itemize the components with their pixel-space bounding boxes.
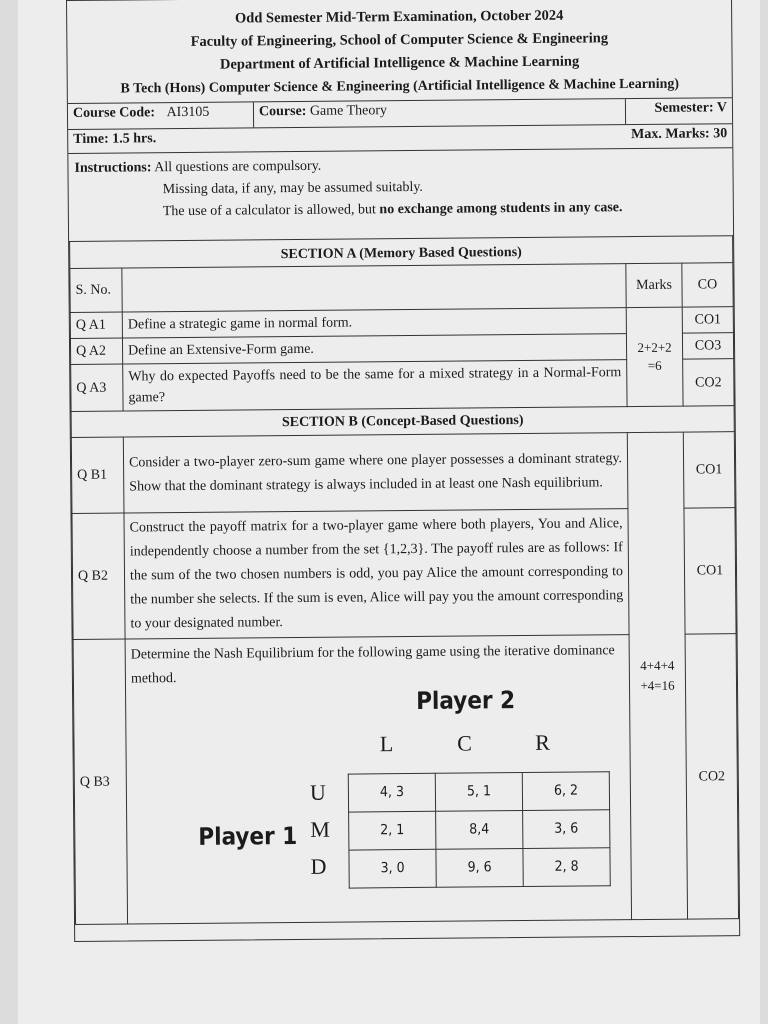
question-co: CO2 (685, 634, 738, 919)
instruction-1: All questions are compulsory. (154, 158, 322, 176)
question-co: CO3 (682, 333, 733, 359)
header-line-1: Odd Semester Mid-Term Examination, October 2024 (234, 7, 564, 27)
question-number: Q B3 (73, 639, 127, 924)
col-question-header (122, 264, 626, 312)
row-label-u: U (309, 779, 326, 805)
question-co: CO1 (683, 432, 735, 508)
course-name (253, 99, 625, 127)
col-label-c: C (457, 730, 472, 756)
section-a-marks: 2+2+2 =6 (626, 307, 683, 406)
question-number: Q B2 (72, 513, 125, 639)
payoff-cell: 8,4 (436, 811, 523, 850)
row-labels (310, 774, 331, 885)
course-code (68, 102, 253, 129)
instruction-2: Missing data, if any, may be assumed suitably. (162, 179, 423, 198)
question-text: Define a strategic game in normal form. (122, 308, 626, 338)
question-text: Consider a two-player zero-sum game where one player possesses a dominant strategy. Show that the dominant strategy is always included in at least one Nash equilibrium. (123, 433, 628, 513)
matrix-row-d (349, 848, 610, 888)
question-row-a1 (70, 307, 733, 339)
question-text: Determine the Nash Equilibrium for the following game using the iterative dominance method. (130, 643, 615, 687)
payoff-cell: 3, 6 (523, 810, 610, 849)
question-co: CO1 (682, 307, 733, 333)
paper-background (18, 0, 760, 1024)
question-row-b1 (71, 432, 735, 514)
section-b-marks: 4+4+4 +4=16 (627, 432, 687, 919)
question-co: CO1 (684, 508, 736, 634)
payoff-cell: 9, 6 (436, 849, 523, 888)
col-label-l: L (379, 731, 394, 757)
payoff-cell: 4, 3 (348, 773, 435, 812)
question-text: Why do expected Payoffs need to be the same for a mixed strategy in a Normal-Form game? (123, 360, 627, 411)
course-label: Course: (258, 103, 307, 120)
max-marks: Max. Marks: 30 (631, 126, 728, 143)
question-number: Q A2 (70, 338, 122, 364)
exam-sheet (66, 0, 740, 942)
col-marks-header: Marks (626, 263, 682, 307)
question-number: Q A3 (71, 364, 123, 411)
header-line-2: Faculty of Engineering, School of Computer Science & Engineering (190, 30, 609, 50)
question-number: Q A1 (70, 312, 122, 338)
payoff-cell: 2, 1 (349, 811, 436, 850)
time: Time: 1.5 hrs. (73, 131, 157, 147)
instruction-3 (75, 196, 727, 224)
exam-header (67, 0, 732, 101)
question-text: Define an Extensive-Form game. (122, 334, 626, 364)
payoff-cell: 3, 0 (349, 849, 436, 888)
payoff-cell: 2, 8 (523, 848, 610, 887)
question-number: Q B1 (71, 437, 124, 513)
player1-label: Player 1 (198, 822, 298, 851)
course-code-label: Course Code: (72, 105, 156, 121)
column-labels (347, 729, 581, 757)
matrix-row-u (348, 772, 609, 812)
header-line-3: Department of Artificial Intelligence & Machine Learning (219, 53, 580, 73)
question-text: Construct the payoff matrix for a two-player game where both players, You and Alice, independently choose a number from the set {1,2,3}. The payoff rules are as follows: If the sum of the two chosen numbers is odd, you pay Alice the amount corresponding to the number she selects. If the sum is even, Alice will pay you the amount corresponding to your designated number. (124, 509, 629, 639)
section-b-title: SECTION B (Concept-Based Questions) (71, 406, 734, 438)
col-co-header: CO (682, 263, 733, 307)
instruction-3-text: The use of a calculator is allowed, but (162, 202, 380, 220)
player2-label: Player 2 (416, 686, 516, 715)
row-label-m: M (310, 816, 330, 842)
question-co: CO2 (683, 359, 734, 406)
payoff-cell: 6, 2 (522, 772, 609, 811)
matrix-row-m (349, 810, 610, 850)
instructions-label: Instructions: (74, 160, 152, 176)
instructions-block (68, 147, 733, 241)
payoff-game (131, 687, 626, 921)
questions-table (69, 235, 739, 925)
course-code-value: AI3105 (166, 104, 210, 121)
instruction-3-bold: no exchange among students in any case. (379, 200, 623, 218)
payoff-cell: 5, 1 (435, 773, 522, 812)
col-sno-header: S. No. (70, 268, 122, 312)
payoff-matrix (348, 771, 611, 888)
semester: Semester: V (625, 98, 732, 124)
question-b3-body (125, 635, 631, 924)
col-label-r: R (535, 729, 550, 755)
row-label-d: D (310, 853, 327, 879)
header-line-4: B Tech (Hons) Computer Science & Engineering (Artificial Intelligence & Machine Learning) (120, 76, 680, 97)
section-a-title: SECTION A (Memory Based Questions) (70, 236, 733, 269)
course-value: Game Theory (309, 103, 388, 119)
